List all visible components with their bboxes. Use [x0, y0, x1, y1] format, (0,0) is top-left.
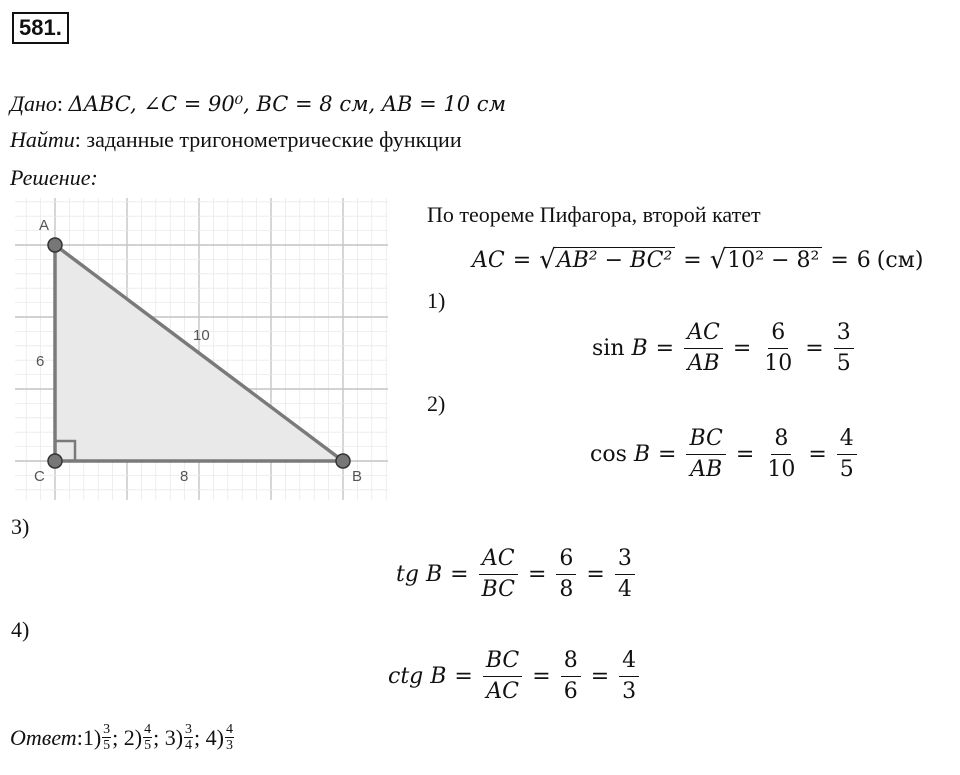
denominator: AC	[486, 679, 519, 704]
denominator: 3	[226, 738, 233, 753]
pyth-unit: (см)	[876, 247, 924, 273]
side-bc-label: 8	[180, 468, 189, 485]
fraction	[619, 646, 639, 707]
fraction	[561, 646, 581, 707]
answer-separator: ;	[112, 724, 119, 750]
eq-sign: =	[586, 562, 605, 587]
numerator: 3	[615, 544, 635, 575]
pythagoras-equation	[472, 240, 923, 280]
eq-sign: =	[732, 336, 752, 361]
step-4-formula	[388, 646, 641, 707]
eq-sign: =	[658, 442, 677, 467]
eq-sign: =	[808, 442, 827, 467]
answer-item-label: 3)	[164, 724, 184, 750]
fraction	[837, 424, 857, 485]
fraction	[479, 544, 518, 605]
given-text: ΔABC, ∠C = 90⁰, BC = 8 см, AB = 10 см	[68, 92, 506, 116]
tg-var: B	[425, 562, 443, 587]
numerator: 3	[103, 722, 111, 737]
solution-label: Решение:	[10, 165, 98, 190]
pyth-radicand-2: 10² − 8²	[724, 247, 822, 273]
vertex-b-label: B	[352, 468, 363, 485]
cos-var: B	[633, 442, 651, 467]
numerator: 8	[561, 646, 581, 677]
answer-fraction	[184, 722, 193, 753]
denominator: 3	[622, 679, 637, 704]
fraction	[684, 318, 723, 379]
answer-label: Ответ	[10, 724, 77, 750]
numerator: BC	[483, 646, 522, 677]
ctg-fn: ctg	[388, 664, 424, 689]
numerator: 4	[144, 722, 152, 737]
sqrt-icon: √	[539, 245, 556, 275]
denominator: 8	[559, 577, 574, 602]
given-line	[10, 90, 506, 118]
step-1-label: 1)	[427, 288, 446, 313]
find-text: заданные тригонометрические функции	[86, 127, 462, 152]
numerator: 3	[185, 722, 193, 737]
pyth-eq2: =	[683, 247, 702, 273]
eq-sign: =	[532, 664, 551, 689]
eq-sign: =	[450, 562, 469, 587]
answer-line	[10, 722, 235, 753]
side-ac-label: 6	[36, 353, 45, 370]
vertex-c-point	[48, 454, 62, 468]
numerator: 4	[226, 722, 233, 737]
numerator: 6	[556, 544, 576, 575]
answer-item-label: 4)	[205, 724, 224, 750]
cos-fn: cos	[590, 442, 627, 467]
numerator: AC	[684, 318, 723, 349]
vertex-c-label: C	[34, 468, 45, 485]
numerator: 3	[834, 318, 854, 349]
answer-item-label: 1)	[82, 724, 102, 750]
step-2-formula	[590, 424, 859, 485]
find-label: Найти	[10, 127, 75, 152]
answer-fraction	[102, 722, 111, 753]
denominator: AB	[690, 457, 723, 482]
fraction	[615, 544, 635, 605]
pyth-lhs: AC	[472, 247, 505, 273]
eq-sign: =	[454, 664, 473, 689]
denominator: 5	[144, 738, 152, 753]
answer-separator: ;	[194, 724, 201, 750]
denominator: 4	[617, 577, 632, 602]
given-sep: :	[56, 91, 69, 116]
numerator: BC	[686, 424, 725, 455]
step-3-formula	[396, 544, 637, 605]
vertex-a-point	[48, 238, 62, 252]
eq-sign: =	[590, 664, 610, 689]
find-sep: :	[74, 127, 87, 152]
eq-sign: =	[805, 336, 824, 361]
step-1-formula	[592, 318, 856, 379]
numerator: 4	[837, 424, 857, 455]
sqrt-icon: √	[709, 245, 727, 275]
vertex-a-label: A	[39, 217, 50, 234]
step-2-label: 2)	[427, 391, 446, 416]
fraction	[556, 544, 576, 605]
denominator: AB	[687, 351, 720, 376]
given-label: Дано	[10, 91, 57, 116]
eq-sign: =	[655, 336, 675, 361]
fraction	[483, 646, 522, 707]
fraction	[764, 424, 798, 485]
fraction	[686, 424, 725, 485]
eq-sign: =	[735, 442, 755, 467]
ctg-var: B	[430, 664, 447, 689]
denominator: 10	[764, 351, 793, 376]
pyth-eq3: =	[830, 247, 849, 273]
denominator: 5	[103, 738, 111, 753]
pyth-result: 6	[856, 247, 871, 273]
tg-fn: tg	[396, 562, 419, 587]
step-3-label: 3)	[11, 514, 30, 539]
sin-var: B	[631, 336, 648, 361]
denominator: 5	[839, 457, 854, 482]
answer-fraction	[225, 722, 234, 753]
answer-fraction	[143, 722, 152, 753]
fraction	[834, 318, 854, 379]
numerator: 4	[619, 646, 639, 677]
pyth-radicand-1: AB² − BC²	[554, 247, 676, 273]
find-line	[10, 126, 462, 154]
step-4-label: 4)	[11, 617, 30, 642]
pythagoras-intro: По теореме Пифагора, второй катет	[427, 202, 761, 227]
denominator: BC	[481, 577, 515, 602]
answer-separator: ;	[153, 724, 160, 750]
fraction	[761, 318, 795, 379]
side-ab-label: 10	[193, 327, 210, 344]
denominator: 4	[185, 738, 193, 753]
denominator: 5	[836, 351, 851, 376]
eq-sign: =	[527, 562, 547, 587]
sin-fn: sin	[592, 336, 625, 361]
answer-sep: :	[76, 724, 83, 750]
numerator: 8	[771, 424, 791, 455]
vertex-b-point	[336, 454, 350, 468]
problem-number: 581.	[12, 12, 69, 44]
numerator: 6	[768, 318, 788, 349]
triangle-figure	[15, 198, 388, 500]
answer-item-label: 2)	[123, 724, 143, 750]
numerator: AC	[479, 544, 518, 575]
denominator: 6	[563, 679, 578, 704]
pyth-eq1: =	[512, 247, 532, 273]
denominator: 10	[767, 457, 796, 482]
